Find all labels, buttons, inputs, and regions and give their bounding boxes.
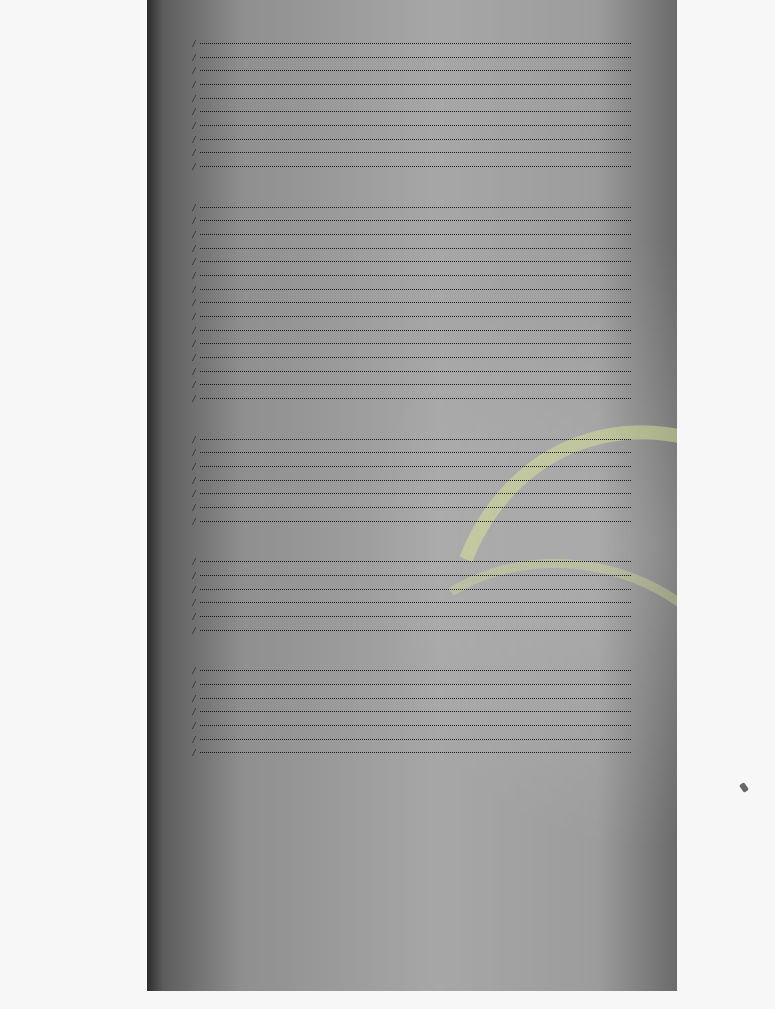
menu-item xyxy=(164,161,633,175)
menu-item xyxy=(164,488,633,502)
slash-separator: / xyxy=(190,489,198,501)
dot-leader xyxy=(200,152,631,153)
menu-item xyxy=(164,693,633,707)
slash-separator: / xyxy=(190,298,198,310)
dot-leader xyxy=(200,234,631,235)
dot-leader xyxy=(200,698,631,699)
menu-item xyxy=(164,597,633,611)
dot-leader xyxy=(200,316,631,317)
slash-separator: / xyxy=(190,339,198,351)
slash-separator: / xyxy=(190,557,198,569)
menu-item xyxy=(164,270,633,284)
menu-item xyxy=(164,202,633,216)
menu-section-riz xyxy=(164,529,633,638)
dot-leader xyxy=(200,384,631,385)
dot-leader xyxy=(200,480,631,481)
dot-leader xyxy=(200,139,631,140)
slash-separator: / xyxy=(190,148,198,160)
dot-leader xyxy=(200,84,631,85)
dot-leader xyxy=(200,711,631,712)
slash-separator: / xyxy=(190,311,198,323)
slash-separator: / xyxy=(190,598,198,610)
slash-separator: / xyxy=(190,502,198,514)
slash-separator: / xyxy=(190,366,198,378)
menu-item xyxy=(164,352,633,366)
menu-item xyxy=(164,65,633,79)
menu-item xyxy=(164,338,633,352)
slash-separator: / xyxy=(190,284,198,296)
page-speck xyxy=(739,782,749,793)
dot-leader xyxy=(200,616,631,617)
menu-item xyxy=(164,79,633,93)
menu-item xyxy=(164,570,633,584)
menu-item xyxy=(164,366,633,380)
section-gap xyxy=(164,407,633,421)
dot-leader xyxy=(200,521,631,522)
menu-content xyxy=(164,38,633,761)
slash-separator: / xyxy=(190,352,198,364)
slash-separator: / xyxy=(190,120,198,132)
slash-separator: / xyxy=(190,202,198,214)
slash-separator: / xyxy=(190,461,198,473)
dot-leader xyxy=(200,725,631,726)
slash-separator: / xyxy=(190,720,198,732)
menu-item xyxy=(164,720,633,734)
menu-item xyxy=(164,734,633,748)
slash-separator: / xyxy=(190,79,198,91)
menu-item xyxy=(164,106,633,120)
dot-leader xyxy=(200,330,631,331)
menu-item xyxy=(164,325,633,339)
slash-separator: / xyxy=(190,570,198,582)
menu-item xyxy=(164,38,633,52)
dot-leader xyxy=(200,739,631,740)
menu-item xyxy=(164,747,633,761)
menu-item xyxy=(164,584,633,598)
slash-separator: / xyxy=(190,475,198,487)
menu-item xyxy=(164,229,633,243)
dot-leader xyxy=(200,507,631,508)
section-heading xyxy=(164,543,633,556)
menu-item xyxy=(164,256,633,270)
menu-item xyxy=(164,556,633,570)
dot-leader xyxy=(200,43,631,44)
menu-item xyxy=(164,93,633,107)
section-heading xyxy=(164,652,633,665)
menu-page xyxy=(147,0,677,991)
menu-item xyxy=(164,475,633,489)
slash-separator: / xyxy=(190,748,198,760)
dot-leader xyxy=(200,439,631,440)
slash-separator: / xyxy=(190,380,198,392)
dot-leader xyxy=(200,57,631,58)
slash-separator: / xyxy=(190,216,198,228)
slash-separator: / xyxy=(190,257,198,269)
dot-leader xyxy=(200,248,631,249)
slash-separator: / xyxy=(190,161,198,173)
slash-separator: / xyxy=(190,516,198,528)
menu-section-nouilles xyxy=(164,638,633,761)
dot-leader xyxy=(200,343,631,344)
slash-separator: / xyxy=(190,611,198,623)
dot-leader xyxy=(200,111,631,112)
menu-item xyxy=(164,297,633,311)
dot-leader xyxy=(200,220,631,221)
dot-leader xyxy=(200,398,631,399)
slash-separator: / xyxy=(190,134,198,146)
slash-separator: / xyxy=(190,93,198,105)
slash-separator: / xyxy=(190,325,198,337)
section-heading xyxy=(164,420,633,433)
dot-leader xyxy=(200,125,631,126)
menu-item xyxy=(164,243,633,257)
menu-item xyxy=(164,706,633,720)
menu-item xyxy=(164,679,633,693)
slash-separator: / xyxy=(190,625,198,637)
dot-leader xyxy=(200,452,631,453)
menu-section-fruits-de-mer xyxy=(164,407,633,530)
menu-item xyxy=(164,665,633,679)
dot-leader xyxy=(200,98,631,99)
slash-separator: / xyxy=(190,107,198,119)
menu-item xyxy=(164,52,633,66)
slash-separator: / xyxy=(190,243,198,255)
menu-section-poulet xyxy=(164,38,633,175)
menu-item xyxy=(164,393,633,407)
section-gap xyxy=(164,175,633,189)
section-heading xyxy=(164,188,633,201)
dot-leader xyxy=(200,684,631,685)
slash-separator: / xyxy=(190,448,198,460)
slash-separator: / xyxy=(190,66,198,78)
dot-leader xyxy=(200,289,631,290)
dot-leader xyxy=(200,207,631,208)
menu-item xyxy=(164,284,633,298)
dot-leader xyxy=(200,261,631,262)
slash-separator: / xyxy=(190,52,198,64)
dot-leader xyxy=(200,302,631,303)
menu-item xyxy=(164,120,633,134)
dot-leader xyxy=(200,589,631,590)
dot-leader xyxy=(200,70,631,71)
slash-separator: / xyxy=(190,39,198,50)
menu-item xyxy=(164,611,633,625)
menu-section-crevettes xyxy=(164,175,633,407)
menu-item xyxy=(164,215,633,229)
slash-separator: / xyxy=(190,229,198,241)
slash-separator: / xyxy=(190,393,198,405)
menu-item xyxy=(164,147,633,161)
menu-item xyxy=(164,134,633,148)
dot-leader xyxy=(200,670,631,671)
slash-separator: / xyxy=(190,693,198,705)
slash-separator: / xyxy=(190,434,198,446)
dot-leader xyxy=(200,561,631,562)
slash-separator: / xyxy=(190,666,198,678)
slash-separator: / xyxy=(190,734,198,746)
dot-leader xyxy=(200,357,631,358)
menu-item xyxy=(164,379,633,393)
dot-leader xyxy=(200,466,631,467)
menu-item xyxy=(164,516,633,530)
slash-separator: / xyxy=(190,707,198,719)
dot-leader xyxy=(200,630,631,631)
section-gap xyxy=(164,638,633,652)
dot-leader xyxy=(200,493,631,494)
dot-leader xyxy=(200,371,631,372)
dot-leader xyxy=(200,602,631,603)
slash-separator: / xyxy=(190,270,198,282)
menu-item xyxy=(164,461,633,475)
menu-item xyxy=(164,625,633,639)
slash-separator: / xyxy=(190,679,198,691)
dot-leader xyxy=(200,752,631,753)
menu-item xyxy=(164,447,633,461)
slash-separator: / xyxy=(190,584,198,596)
dot-leader xyxy=(200,575,631,576)
dot-leader xyxy=(200,166,631,167)
section-gap xyxy=(164,529,633,543)
dot-leader xyxy=(200,275,631,276)
menu-item xyxy=(164,502,633,516)
menu-item xyxy=(164,434,633,448)
menu-item xyxy=(164,311,633,325)
